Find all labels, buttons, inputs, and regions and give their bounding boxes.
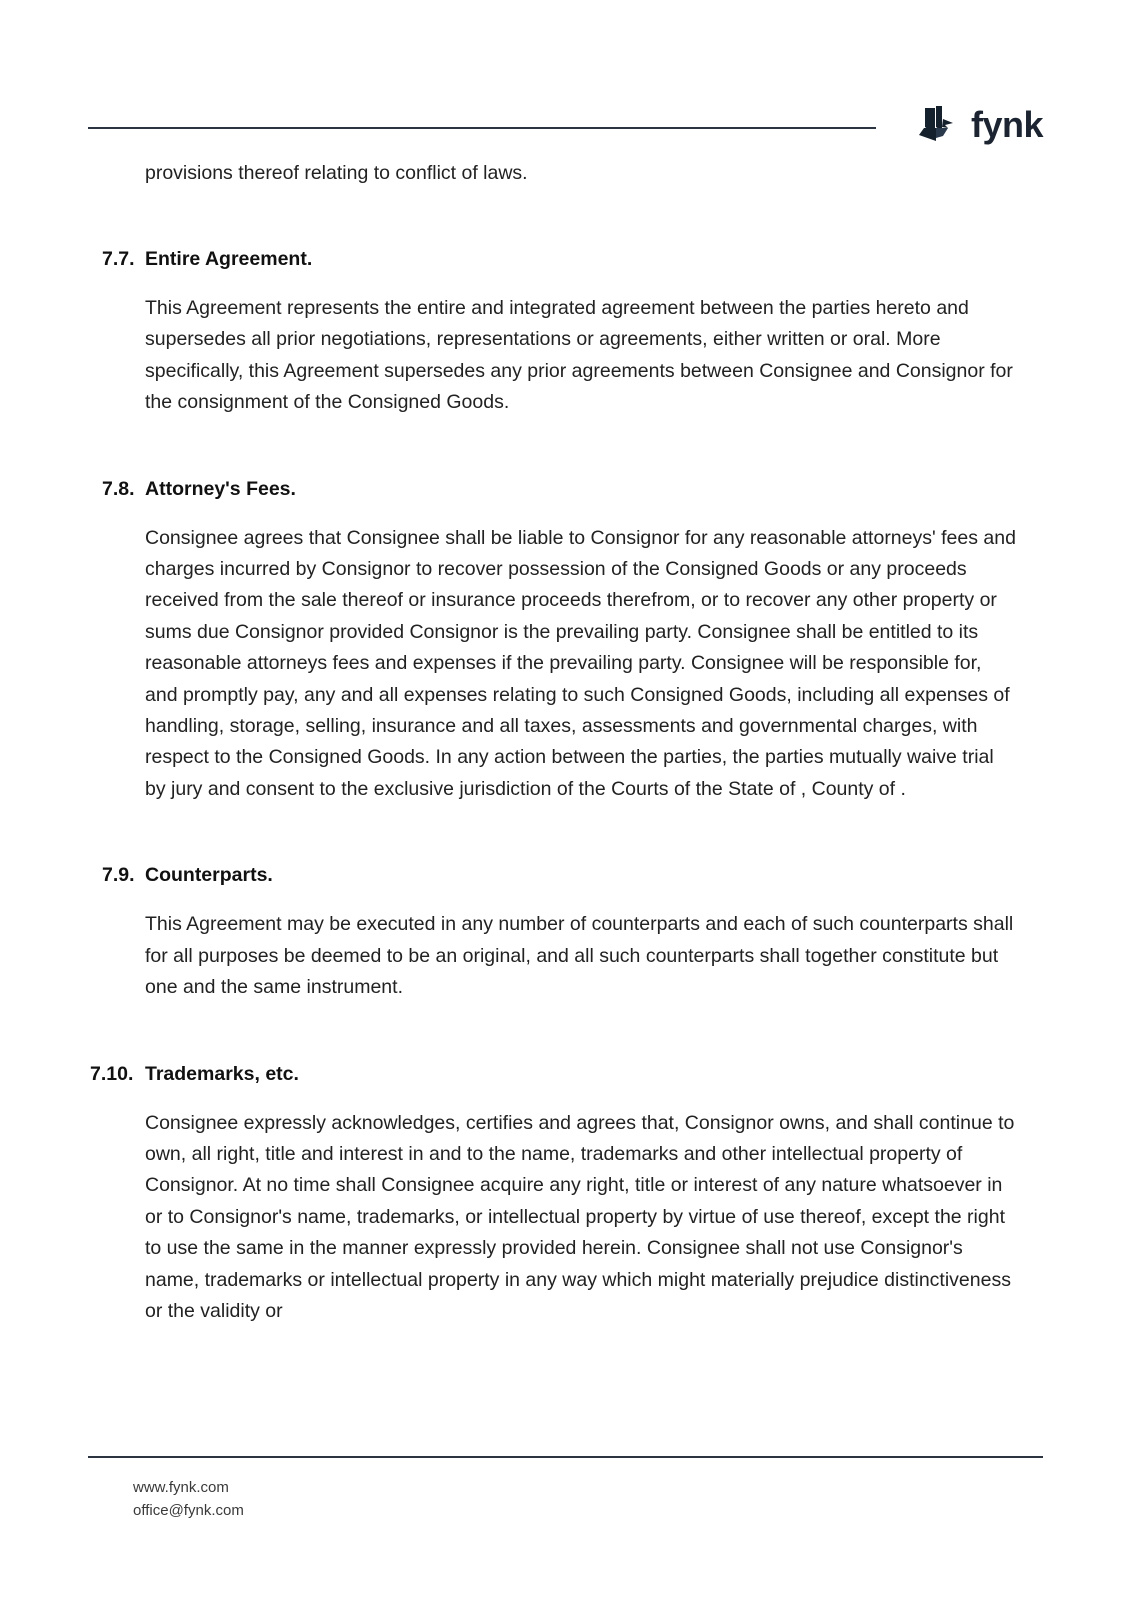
section-number: 7.9. xyxy=(102,864,135,887)
brand-logo xyxy=(915,105,1043,145)
brand-name: fynk xyxy=(970,104,1043,145)
section-title: Trademarks, etc. xyxy=(145,1062,299,1085)
origami-bird-icon xyxy=(915,105,961,145)
section-body-7-10: Consignee expressly acknowledges, certifies and agrees that, Consignor owns, and shall continue to own, all right, title and interest in and to the name, trademarks and other intellectual property of Consignor. At no time shall Consignee acquire any right, title or interest of any nature whatsoever in or to Consignor's name, trademarks, or intellectual property by virtue of use thereof, except the right to use the same in the manner expressly provided herein. Consignee shall not use Consignor's name, trademarks or intellectual property in any way which might materially prejudice distinctiveness or the validity or xyxy=(145,1111,1015,1322)
section-number: 7.10. xyxy=(90,1062,134,1085)
continued-paragraph: provisions thereof relating to conflict of laws. xyxy=(145,162,528,184)
footer-website[interactable]: www.fynk.com xyxy=(133,1479,229,1496)
section-number: 7.7. xyxy=(102,248,135,270)
section-number: 7.8. xyxy=(102,477,135,500)
section-7-7 xyxy=(88,245,1018,419)
footer-contact xyxy=(133,1476,1043,1522)
section-7-9 xyxy=(88,861,1018,1003)
footer-divider xyxy=(88,1456,1043,1458)
section-title: Entire Agreement. xyxy=(145,248,313,270)
footer-email[interactable]: office@fynk.com xyxy=(133,1502,244,1519)
document-content xyxy=(88,158,1018,1327)
section-heading-7-8 xyxy=(88,475,1018,503)
section-title: Attorney's Fees. xyxy=(145,477,296,500)
section-title: Counterparts. xyxy=(145,864,273,887)
section-heading-7-7 xyxy=(88,245,1018,273)
section-body-7-8: Consignee agrees that Consignee shall be liable to Consignor for any reasonable attorneys' fees and charges incurred by Consignor to recover possession of the Consigned Goods or any proceeds received from the sale thereof or insurance proceeds therefrom, or to recover any other property or sums due Consignor provided Consignor is the prevailing party. Consignee shall be entitled to its reasonable attorneys fees and expenses if the prevailing party. Consignee will be responsible for, and promptly pay, any and all expenses relating to such Consigned Goods, including all expenses of handling, storage, selling, insurance and all taxes, assessments and governmental charges, with respect to the Consigned Goods. In any action between the parties, the parties mutually waive trial by jury and consent to the exclusive jurisdiction of the Courts of the State of , County of . xyxy=(145,526,1016,800)
section-heading-7-10 xyxy=(88,1060,1018,1088)
header-divider xyxy=(88,127,876,129)
section-heading-7-9 xyxy=(88,861,1018,889)
section-body-7-9: This Agreement may be executed in any number of counterparts and each of such counterparts shall for all purposes be deemed to be an original, and all such counterparts shall together constitute but one and the same instrument. xyxy=(145,913,1014,999)
section-7-8 xyxy=(88,475,1018,806)
page-footer xyxy=(88,1456,1043,1522)
section-7-10 xyxy=(88,1060,1018,1328)
section-body-7-7: This Agreement represents the entire and integrated agreement between the parties hereto and supersedes all prior negotiations, representations or agreements, either written or oral. More specifically, this Agreement supersedes any prior agreements between Consignee and Consignor for the consignment of the Consigned Goods. xyxy=(145,297,1013,414)
page-header xyxy=(88,105,1043,165)
